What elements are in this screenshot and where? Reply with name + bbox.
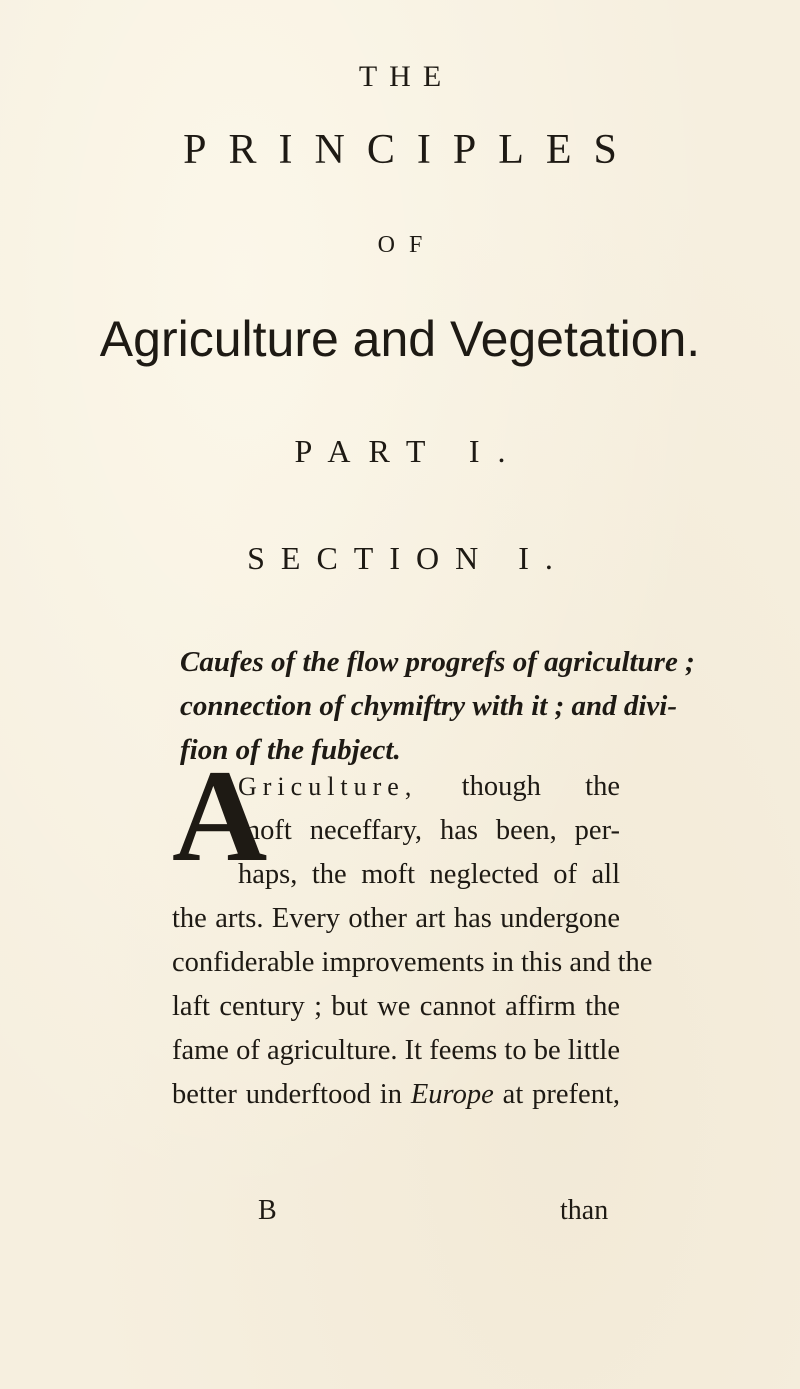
body-line-text: at prefent, (502, 1079, 620, 1110)
drop-cap: A (172, 742, 268, 889)
summary-line: Caufes of the flow progrefs of agriculture ; (180, 646, 695, 678)
catchword: than (560, 1195, 609, 1226)
body-line: confiderable improvements in this and the (172, 947, 653, 978)
title-the: THE (358, 60, 454, 93)
body-line: haps, the moft neglected of all (238, 859, 620, 890)
body-line: fame of agriculture. It feems to be little (172, 1035, 620, 1066)
title-subject: Agriculture and Vegetation. (99, 311, 701, 367)
section-heading: SECTION I. (247, 540, 569, 576)
body-line (172, 1079, 620, 1111)
body-line-place: Europe (410, 1079, 494, 1110)
part-heading: PART I. (294, 433, 524, 469)
signature-mark: B (258, 1195, 277, 1226)
title-of: OF (377, 232, 437, 258)
body-line-rest: though the (461, 771, 620, 802)
summary-line: connection of chymiftry with it ; and divi- (180, 690, 678, 722)
body-line: the arts. Every other art has undergone (172, 903, 620, 934)
body-line: moft neceffary, has been, per- (238, 815, 620, 846)
body-line: laft century ; but we cannot affirm the (172, 991, 620, 1022)
body-line-lead: Griculture, (238, 772, 418, 801)
body-line (238, 771, 620, 803)
title-principles: PRINCIPLES (183, 127, 639, 173)
summary-line: fion of the fubject. (180, 734, 401, 766)
body-line-text: better underftood in (172, 1079, 402, 1110)
